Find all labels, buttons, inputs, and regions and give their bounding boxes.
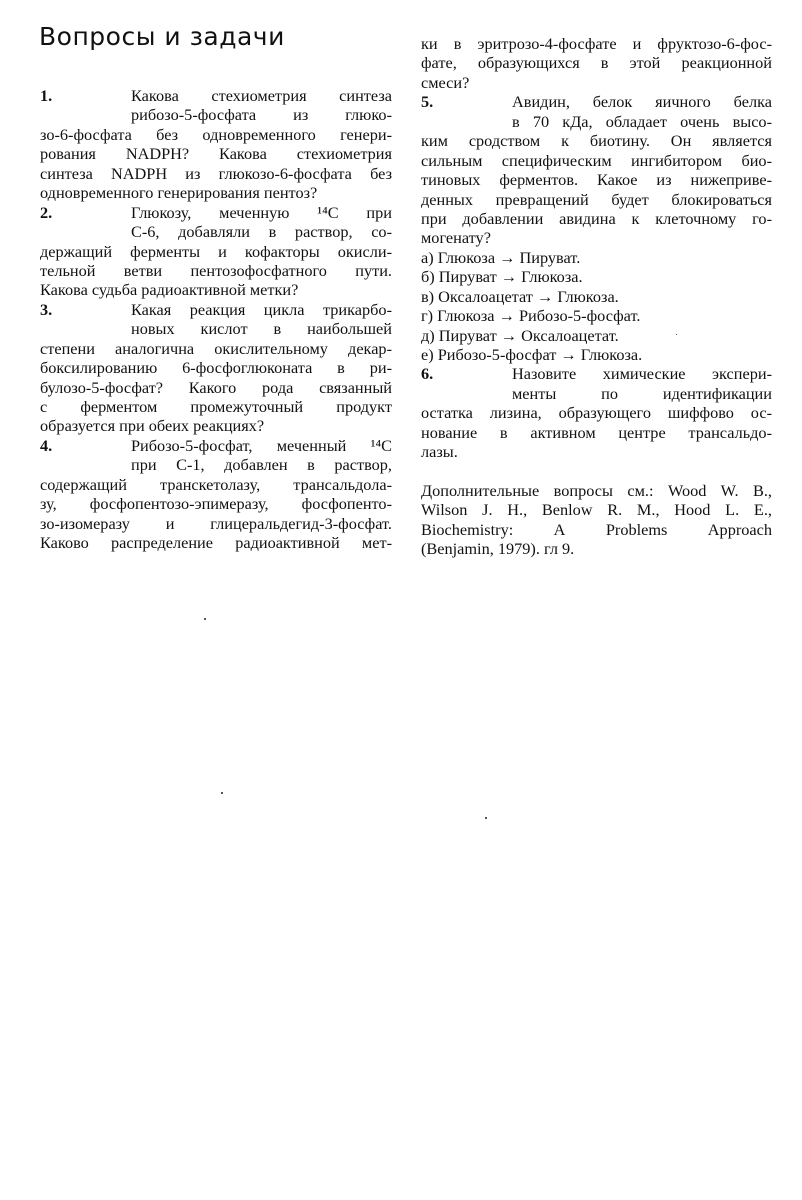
reference-line: Biochemistry: A Problems Approach [421,519,772,539]
question-line: фате, образующихся в этой реакционной [421,53,772,73]
question-line: тельной ветви пентозофосфатного пути. [40,260,392,280]
question-4-continued [421,34,772,92]
question-line: лазы. [421,442,458,462]
question-line: держащий ферменты и кофакторы окисли- [40,241,392,261]
question-line: ким сродством к биотину. Он является [421,131,772,151]
question-line: Каково распределение радиоактивной мет- [40,533,392,553]
question-6: 6. Назовите химические экспери- менты по идентификации остатка лизина, образующего шиффово ос- нование в активном центре трансальдо- лазы. [421,364,772,462]
left-column [40,86,392,553]
answer-option: а) Глюкоза → Пируват. [421,247,581,267]
question-1: 1. Какова стехиометрия синтеза рибозо-5-фосфата из глюко- зо-6-фосфата без одновременного генери- рования NADPH? Какова стехиометрия синтеза NADPH из глюкозо-6-фосфата без одновременного генерирования пентоз? [40,86,392,203]
question-line: образуется при обеих реакциях? [40,416,265,436]
question-line: Назовите химические экспери- [512,364,772,384]
question-line: Авидин, белок яичного белка [512,92,772,112]
question-line: при добавлении авидина к клеточному го- [421,208,772,228]
question-line: синтеза NADPH из глюкозо-6-фосфата без [40,163,392,183]
question-line: могенату? [421,228,491,248]
question-line: зу, фосфопентозо-эпимеразу, фосфопенто- [40,494,392,514]
question-line: рибозо-5-фосфата из глюко- [131,105,392,125]
question-line: боксилированию 6-фосфоглюконата в ри- [40,358,392,378]
question-line: Глюкозу, меченную ¹⁴C при [131,202,392,222]
scan-speck [676,334,677,335]
question-line: новых кислот в наибольшей [131,319,392,339]
answer-option: б) Пируват → Глюкоза. [421,267,583,287]
question-line: смеси? [421,72,470,92]
scan-speck [485,817,487,819]
question-line: нование в активном центре трансальдо- [421,422,772,442]
answer-option: г) Глюкоза → Рибозо-5-фосфат. [421,306,641,326]
reference-line: (Benjamin, 1979). гл 9. [421,538,575,558]
question-line: менты по идентификации [512,383,772,403]
question-line: степени аналогична окислительному декар- [40,338,392,358]
right-column [421,34,772,558]
scan-speck [204,618,206,620]
question-5: 5. Авидин, белок яичного белка в 70 кДа, обладает очень высо- ким сродством к биотину. Он является сильным специфическим ингибитором био- тиновых ферментов. Какое из нижеприве- денных превращений будет блокироваться при добавлении авидина к клеточному го- могенату? а) Глюкоза → Пируват. б) Пируват → Глюкоза. в) Оксалоацетат → Глюкоза. г) Глюкоза → Рибозо-5-фосфат. д) Пируват → Оксалоацетат. е) Рибозо-5-фосфат → Глюкоза. [421,92,772,364]
question-line: сильным специфическим ингибитором био- [421,150,772,170]
reference-line: Wilson J. H., Benlow R. M., Hood L. E., [421,500,772,520]
answer-option: е) Рибозо-5-фосфат → Глюкоза. [421,345,643,364]
question-line: зо-изомеразу и глицеральдегид-3-фосфат. [40,513,392,533]
question-line: тиновых ферментов. Какое из нижеприве- [421,170,772,190]
question-4: 4. Рибозо-5-фосфат, меченный ¹⁴C при С-1, добавлен в раствор, содержащий транскетолазу, трансальдола- зу, фосфопентозо-эпимеразу, фосфопенто- зо-изомеразу и глицеральдегид-3-фосфат. Каково распределение радиоактивной мет- [40,435,392,553]
question-line: остатка лизина, образующего шиффово ос- [421,403,772,423]
reference-line: Дополнительные вопросы см.: Wood W. B., [421,480,772,500]
answer-option: д) Пируват → Оксалоацетат. [421,325,619,345]
question-line: рования NADPH? Какова стехиометрия [40,144,392,164]
question-line: одновременного генерирования пентоз? [40,183,318,203]
question-line: Рибозо-5-фосфат, меченный ¹⁴C [131,435,392,455]
question-2: 2. Глюкозу, меченную ¹⁴C при С-6, добавляли в раствор, со- держащий ферменты и кофакторы окисли- тельной ветви пентозофосфатного пути. Какова судьба радиоактивной метки? [40,202,392,300]
scan-speck [221,792,223,794]
answer-options [421,248,772,365]
question-line: Какова стехиометрия синтеза [131,86,392,105]
question-3: 3. Какая реакция цикла трикарбо- новых кислот в наибольшей степени аналогична окислительному декар- боксилированию 6-фосфоглюконата в ри- булозо-5-фосфат? Какого рода связанный с ферментом промежуточный продукт образуется при обеих реакциях? [40,299,392,436]
further-reading [421,481,772,559]
question-line: булозо-5-фосфат? Какого рода связанный [40,377,392,397]
page-title: Вопросы и задачи [39,22,285,51]
question-line: Какова судьба радиоактивной метки? [40,280,299,300]
question-line: Какая реакция цикла трикарбо- [131,299,392,319]
answer-option: в) Оксалоацетат → Глюкоза. [421,286,619,306]
question-line: содержащий транскетолазу, трансальдола- [40,474,392,494]
question-line: в 70 кДа, обладает очень высо- [512,111,772,131]
question-line: зо-6-фосфата без одновременного генери- [40,124,392,144]
question-line: С-6, добавляли в раствор, со- [131,222,392,242]
question-line: при С-1, добавлен в раствор, [131,455,392,475]
question-line: денных превращений будет блокироваться [421,189,772,209]
question-line: ки в эритрозо-4-фосфате и фруктозо-6-фос- [421,34,772,53]
question-line: с ферментом промежуточный продукт [40,397,392,416]
